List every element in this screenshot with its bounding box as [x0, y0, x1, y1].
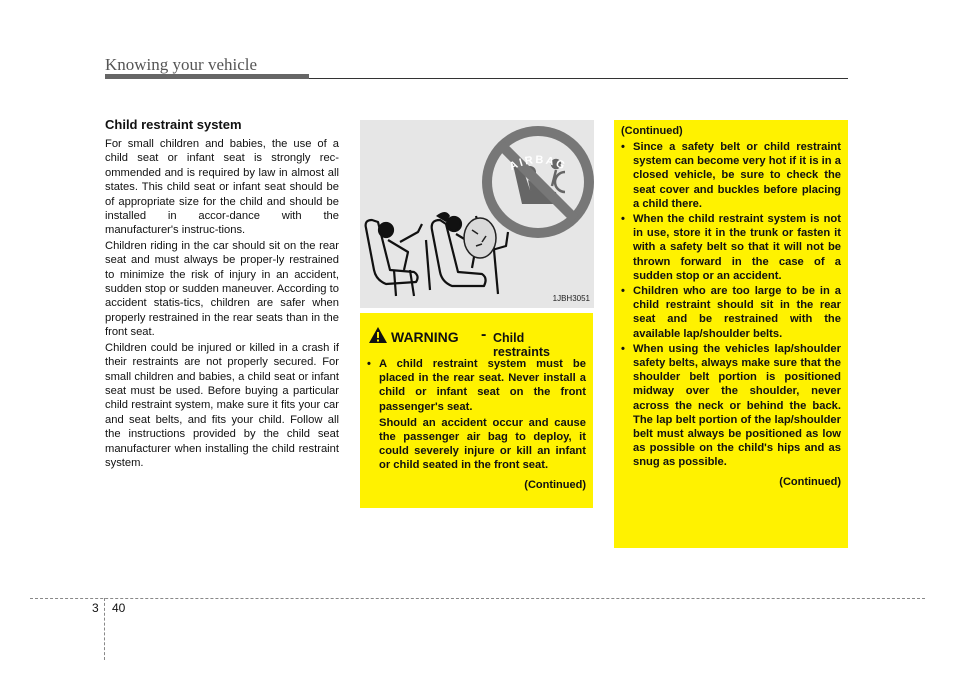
warning-continued: (Continued): [524, 478, 586, 491]
continued-list: [621, 140, 841, 470]
warning-list: [367, 357, 586, 414]
page-section-number: 3: [92, 601, 99, 615]
warning-paragraph: Should an accident occur and cause the passenger air bag to deploy, it could severely injure or kill an infant or child seated in the front seat.: [379, 416, 586, 472]
page-number: 40: [112, 601, 126, 615]
warning-box: [360, 313, 593, 508]
section-heading: Child restraint system: [105, 117, 242, 132]
illustration-graphic: [360, 120, 594, 308]
body-paragraph: Children could be injured or killed in a crash if their restraints are not properly secured. For small children and babies, a child seat or infant seat must be used. Before buying a particular child restraint system, make sure it fits your car and seat belts, and fits your child. Follow all the instructions provided by the child seat manufacturer when installing the child restraint system.: [105, 341, 339, 469]
warning-dash: -: [481, 326, 487, 343]
continued-bullet: • Children who are too large to be in a child restraint should sit in the rear seat and be restrained with the available lap/shoulder belts.: [621, 284, 841, 341]
warning-header: [367, 321, 586, 359]
rear-child-seat-drawing: [366, 220, 430, 296]
warning-topic-line2: restraints: [493, 345, 550, 359]
footer-divider: [104, 598, 105, 660]
figure-code: 1JBH3051: [552, 294, 590, 303]
body-paragraph: Children riding in the car should sit on the rear seat and must always be proper-ly restrained to minimize the risk of injury in an accident, sudden stop or sudden maneuver. According to accident statis-tics, children are safer when properly restrained in the rear seats than in the front seat.: [105, 239, 339, 339]
warning-topic-line1: Child: [493, 331, 525, 345]
continued-warning-box: [614, 120, 848, 548]
continued-bullet: • When the child restraint system is not in use, store it in the trunk or fasten it with a safety belt so that it will not be thrown forward in the case of a sudden stop or an accident.: [621, 212, 841, 283]
deploying-airbag-drawing: [464, 218, 496, 258]
warning-triangle-icon: [368, 326, 388, 344]
warning-label: WARNING: [391, 329, 459, 345]
continued-bullet: • When using the vehicles lap/shoulder safety belts, always make sure that the shoulder belt portion is positioned midway over the shoulder, never across the neck or behind the back. The lap belt portion of the lap/shoulder belt must always be positioned as low as possible on the child's hips and as snug as possible.: [621, 342, 841, 470]
header-title: Knowing your vehicle: [105, 55, 258, 74]
header-rule: [309, 78, 848, 79]
badge-text: AIRBAG: [507, 154, 569, 173]
no-airbag-icon: [482, 126, 594, 238]
body-paragraph: For small children and babies, the use of a child seat or infant seat is strongly rec-ommended and is required by law in almost all states. This child seat or infant seat should be of appropriate size for the child and should be installed in accor-dance with the manufacturer's instruc-tions.: [105, 138, 339, 237]
warning-bullet: • A child restraint system must be placed in the rear seat. Never install a child or infant seat on the front passenger's seat.: [367, 357, 586, 414]
footer-rule: [30, 598, 925, 599]
airbag-child-seat-illustration: [360, 120, 594, 308]
header-bar: [105, 74, 309, 79]
child-restraint-section: [105, 117, 339, 471]
continued-top-label: (Continued): [621, 125, 683, 137]
continued-bottom-label: (Continued): [779, 475, 841, 488]
continued-bullet: • Since a safety belt or child restraint system can become very hot if it is in a closed vehicle, be sure to check the seat cover and buckles before placing a child there.: [621, 140, 841, 211]
